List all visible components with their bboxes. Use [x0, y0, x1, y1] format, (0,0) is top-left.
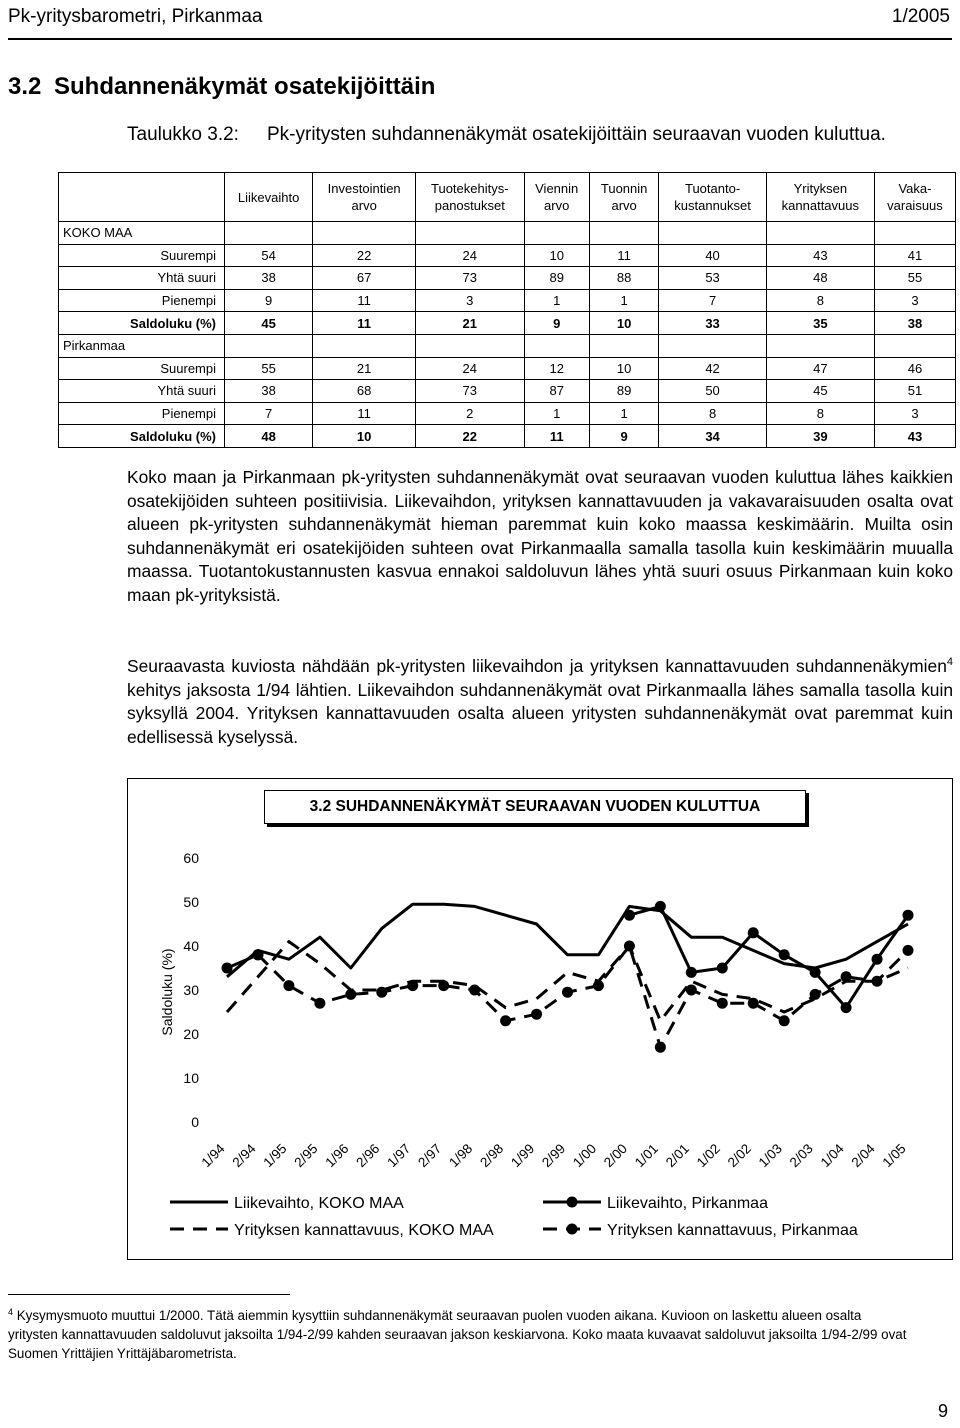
- data-point: [283, 980, 294, 991]
- table-cell: 43: [874, 425, 955, 448]
- data-point: [624, 910, 635, 921]
- row-label: Yhtä suuri: [59, 380, 225, 403]
- data-point: [562, 987, 573, 998]
- table-cell: 33: [659, 312, 766, 335]
- data-point: [345, 989, 356, 1000]
- data-point: [686, 967, 697, 978]
- x-tick-label: 1/04: [817, 1140, 847, 1171]
- table-cell: 8: [659, 402, 766, 425]
- data-point: [593, 980, 604, 991]
- table-cell: 53: [659, 267, 766, 290]
- y-axis: [159, 850, 199, 1130]
- x-tick-label: 1/95: [260, 1140, 290, 1171]
- x-tick-label: 2/97: [415, 1140, 445, 1171]
- chart-legend: [170, 1195, 858, 1239]
- table-cell: 50: [659, 380, 766, 403]
- x-tick-label: 2/99: [539, 1140, 569, 1171]
- footnote-text: Kysymysmuoto muuttui 1/2000. Tätä aiemmin kysyttiin suhdannenäkymät seuraavan puolen vuoden aikana. Kuvioon on laskettu alueen osalta yritysten kannattavuuden saldoluvut jaksoilta 1/94-2/99 kahden seuraavan jakson keskiarvona. Koko maata kuvaavat saldoluvut jaksoilta 1/94-2/99 ovat Suomen Yrittäjien Yrittäjäbarometrista.: [8, 1308, 907, 1361]
- column-header-line: Investointien: [327, 181, 401, 196]
- group-label: KOKO MAA: [59, 222, 225, 245]
- column-header-line: Yrityksen: [793, 181, 848, 196]
- x-tick-label: 1/00: [569, 1140, 600, 1171]
- data-point: [841, 971, 852, 982]
- paragraph-2-end: kehitys jaksosta 1/94 lähtien. Liikevaihdon suhdannenäkymät ovat Pirkanmaalla lähes samalla tasolla kuin syksyllä 2004. Yrityksen kannattavuuden osalta alueen yritysten suhdannenäkymät ovat paremmat kuin edellisessä kyselyssä.: [127, 679, 953, 747]
- table-cell: 3: [874, 402, 955, 425]
- table-cell: 11: [313, 402, 416, 425]
- section-title: Suhdannenäkymät osatekijöittäin: [54, 73, 436, 100]
- footnote-divider: [8, 1294, 290, 1295]
- legend-label: Liikevaihto, Pirkanmaa: [607, 1195, 768, 1212]
- data-point: [655, 1042, 666, 1053]
- table-cell: 11: [589, 244, 659, 267]
- table-cell: 89: [589, 380, 659, 403]
- data-point: [810, 967, 821, 978]
- y-tick-label: 60: [183, 850, 199, 866]
- data-point: [686, 985, 697, 996]
- table-cell: 11: [524, 425, 589, 448]
- table-cell: 1: [589, 402, 659, 425]
- x-tick-label: 2/96: [353, 1140, 383, 1171]
- row-label: Suurempi: [59, 244, 225, 267]
- table-caption-label: Taulukko 3.2:: [127, 124, 239, 145]
- column-header-line: Vaka-: [898, 181, 932, 196]
- row-label: Pienempi: [59, 402, 225, 425]
- y-tick-label: 0: [191, 1114, 199, 1130]
- x-tick-label: 2/95: [291, 1140, 321, 1171]
- table-cell: 73: [416, 380, 524, 403]
- footnote: [8, 1303, 908, 1363]
- data-point: [903, 910, 914, 921]
- table-cell: 2: [416, 402, 524, 425]
- table-cell: 21: [416, 312, 524, 335]
- legend-item: [170, 1195, 404, 1212]
- x-axis: [199, 1141, 909, 1171]
- series-3: [252, 941, 913, 1053]
- table-cell: 24: [416, 357, 524, 380]
- y-tick-label: 40: [183, 938, 199, 954]
- table-cell: 10: [589, 357, 659, 380]
- data-point: [531, 1009, 542, 1020]
- x-tick-label: 2/98: [477, 1140, 507, 1171]
- table-cell: 46: [874, 357, 955, 380]
- data-point: [222, 963, 233, 974]
- table-cell: 39: [766, 425, 874, 448]
- x-tick-label: 2/00: [600, 1140, 631, 1171]
- data-point: [469, 985, 480, 996]
- data-point: [655, 901, 666, 912]
- table-cell: 3: [416, 289, 524, 312]
- header-issue: 1/2005: [891, 6, 950, 27]
- x-tick-label: 2/03: [786, 1140, 816, 1171]
- paragraph-1: Koko maan ja Pirkanmaan pk-yritysten suhdannenäkymät ovat seuraavan vuoden kuluttua lähes kaikkien osatekijöiden suhteen positiivisia. Liikevaihdon, yrityksen kannattavuuden ja vakavaraisuuden osalta ovat alueen pk-yritysten suhdannenäkymät hieman paremmat kuin koko maassa keskimäärin. Muilta osin suhdannenäkymät eri osatekijöiden suhteen ovat Pirkanmaalla samalla tasolla kuin keskimäärin muualla maassa. Tuotantokustannusten kasvua ennakoi saldoluvun lähes yhtä suuri osuus Pirkanmaan kuin koko maan pk-yrityksistä.: [127, 467, 953, 605]
- data-point: [500, 1015, 511, 1026]
- data-point: [376, 987, 387, 998]
- table-cell: 41: [874, 244, 955, 267]
- y-axis-label: Saldoluku (%): [159, 948, 175, 1036]
- column-header-line: Tuotekehitys-: [431, 181, 509, 196]
- legend-label: Yrityksen kannattavuus, Pirkanmaa: [607, 1222, 858, 1239]
- x-tick-label: 2/02: [724, 1140, 754, 1171]
- table-cell: 47: [766, 357, 874, 380]
- table-cell: 45: [766, 380, 874, 403]
- column-header-line: varaisuus: [887, 198, 943, 213]
- legend-item: [543, 1195, 768, 1212]
- y-tick-label: 30: [183, 982, 199, 998]
- table-cell: 88: [589, 267, 659, 290]
- x-tick-label: 1/94: [198, 1140, 228, 1171]
- table-cell: 45: [225, 312, 313, 335]
- row-label: Yhtä suuri: [59, 267, 225, 290]
- column-header-line: panostukset: [434, 198, 505, 213]
- row-label: Saldoluku (%): [59, 312, 225, 335]
- table-cell: 10: [589, 312, 659, 335]
- header-title: Pk-yritysbarometri, Pirkanmaa: [8, 6, 263, 27]
- table-cell: 22: [416, 425, 524, 448]
- legend-label: Yrityksen kannattavuus, KOKO MAA: [234, 1222, 494, 1239]
- table-cell: 1: [589, 289, 659, 312]
- x-tick-label: 1/97: [384, 1140, 414, 1171]
- row-label: Suurempi: [59, 357, 225, 380]
- data-point: [872, 976, 883, 987]
- table-cell: 38: [225, 267, 313, 290]
- legend-label: Liikevaihto, KOKO MAA: [234, 1195, 404, 1212]
- table-cell: 67: [313, 267, 416, 290]
- x-tick-label: 1/96: [322, 1140, 352, 1171]
- table-cell: 40: [659, 244, 766, 267]
- table-cell: 8: [766, 402, 874, 425]
- chart-title: 3.2 SUHDANNENÄKYMÄT SEURAAVAN VUODEN KULUTTUA: [264, 790, 806, 824]
- table-cell: 73: [416, 267, 524, 290]
- y-tick-label: 10: [183, 1070, 199, 1086]
- data-point: [872, 954, 883, 965]
- table-cell: 7: [225, 402, 313, 425]
- table-cell: 87: [524, 380, 589, 403]
- page-number: 9: [937, 1401, 948, 1421]
- table-cell: 1: [524, 289, 589, 312]
- footnote-marker: 4: [8, 1307, 14, 1317]
- table-cell: 9: [225, 289, 313, 312]
- data-point: [438, 980, 449, 991]
- table-cell: 8: [766, 289, 874, 312]
- table-cell: 51: [874, 380, 955, 403]
- table-cell: 68: [313, 380, 416, 403]
- column-header-line: arvo: [611, 198, 637, 213]
- x-tick-label: 2/94: [229, 1140, 259, 1171]
- data-point: [407, 980, 418, 991]
- data-point: [748, 998, 759, 1009]
- row-label: Saldoluku (%): [59, 425, 225, 448]
- table-cell: 1: [524, 402, 589, 425]
- y-tick-label: 50: [183, 894, 199, 910]
- table-cell: 11: [313, 289, 416, 312]
- table-cell: 10: [524, 244, 589, 267]
- data-point: [252, 949, 263, 960]
- x-tick-label: 1/99: [508, 1140, 538, 1171]
- legend-item: [543, 1222, 858, 1239]
- column-header-line: arvo: [351, 198, 377, 213]
- column-header-line: kannattavuus: [781, 198, 859, 213]
- table-cell: 7: [659, 289, 766, 312]
- x-tick-label: 1/01: [631, 1140, 662, 1171]
- data-point: [779, 1015, 790, 1026]
- data-point: [841, 1002, 852, 1013]
- data-point: [779, 949, 790, 960]
- table-cell: 54: [225, 244, 313, 267]
- section-number: 3.2: [8, 73, 42, 100]
- table-cell: 10: [313, 425, 416, 448]
- table-cell: 11: [313, 312, 416, 335]
- column-header-line: Liikevaihto: [237, 189, 300, 205]
- column-header-line: Tuonnin: [600, 181, 648, 196]
- column-header-line: arvo: [544, 198, 570, 213]
- table-cell: 12: [524, 357, 589, 380]
- table-cell: 21: [313, 357, 416, 380]
- table-cell: 48: [766, 267, 874, 290]
- group-label: Pirkanmaa: [59, 334, 225, 357]
- x-tick-label: 1/02: [693, 1140, 723, 1171]
- table-caption-text: Pk-yritysten suhdannenäkymät osatekijöittäin seuraavan vuoden kuluttua.: [267, 124, 886, 145]
- data-point: [748, 927, 759, 938]
- data-point: [314, 998, 325, 1009]
- table-cell: 89: [524, 267, 589, 290]
- data-point: [624, 941, 635, 952]
- chart-series: [222, 901, 914, 1053]
- table-cell: 55: [874, 267, 955, 290]
- data-point: [717, 963, 728, 974]
- table-cell: 34: [659, 425, 766, 448]
- x-tick-label: 1/03: [755, 1140, 785, 1171]
- x-tick-label: 2/01: [662, 1140, 693, 1171]
- data-point: [717, 998, 728, 1009]
- table-cell: 38: [225, 380, 313, 403]
- data-point: [810, 989, 821, 1000]
- table-cell: 55: [225, 357, 313, 380]
- column-header-line: kustannukset: [674, 198, 751, 213]
- table-cell: 9: [589, 425, 659, 448]
- table-cell: 22: [313, 244, 416, 267]
- paragraph-2-start: Seuraavasta kuviosta nähdään pk-yritysten liikevaihdon ja yrityksen kannattavuuden suhdannenäkymien: [127, 656, 947, 676]
- footnote-reference: 4: [946, 656, 953, 669]
- table-cell: 48: [225, 425, 313, 448]
- table-cell: 43: [766, 244, 874, 267]
- x-tick-label: 2/04: [848, 1140, 878, 1171]
- x-tick-label: 1/05: [879, 1140, 909, 1171]
- column-header-line: Viennin: [535, 181, 579, 196]
- table-cell: 9: [524, 312, 589, 335]
- table-cell: 42: [659, 357, 766, 380]
- table-cell: 35: [766, 312, 874, 335]
- table-cell: 38: [874, 312, 955, 335]
- table-cell: 3: [874, 289, 955, 312]
- x-tick-label: 1/98: [446, 1140, 476, 1171]
- column-header-line: Tuotanto-: [684, 181, 741, 196]
- legend-marker: [567, 1197, 578, 1208]
- legend-marker: [567, 1224, 578, 1235]
- data-point: [903, 945, 914, 956]
- table-cell: 24: [416, 244, 524, 267]
- legend-item: [170, 1222, 494, 1239]
- row-label: Pienempi: [59, 289, 225, 312]
- y-tick-label: 20: [183, 1026, 199, 1042]
